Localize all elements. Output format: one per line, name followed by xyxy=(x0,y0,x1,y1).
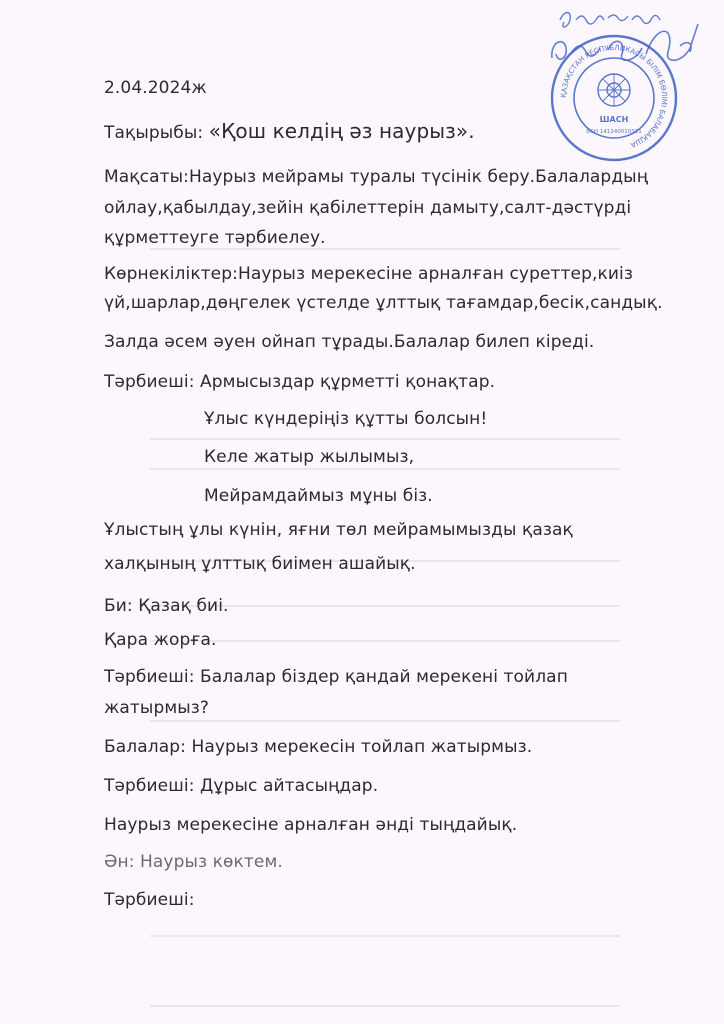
dance-name: Қара жорға. xyxy=(104,630,217,650)
dance-label: Би: Қазақ биі. xyxy=(104,596,229,616)
teacher-greeting: Тәрбиеші: Армысыздар құрметті қонақтар. xyxy=(104,372,496,392)
song-label: Ән: Наурыз көктем. xyxy=(104,852,283,872)
title-value: «Қош келдің әз наурыз». xyxy=(208,119,475,143)
poem-line-3: Мейрамдаймыз мұны біз. xyxy=(204,486,433,506)
visuals-line-2: үй,шарлар,дөңгелек үстелде ұлттық тағамдар,бесік,сандық. xyxy=(104,293,663,313)
document-title xyxy=(104,120,475,144)
hall-line: Залда әсем әуен ойнап тұрады.Балалар билеп кіреді. xyxy=(104,332,595,352)
handwritten-signature xyxy=(520,6,720,76)
teacher-right: Тәрбиеші: Дұрыс айтасыңдар. xyxy=(104,776,379,796)
bleed-through-line xyxy=(150,1005,620,1007)
goal-line-2: ойлау,қабылдау,зейін қабілеттерін дамыту,салт-дәстүрді xyxy=(104,198,632,218)
dance-intro-line-1: Ұлыстың ұлы күнін, яғни төл мейрамымызды қазақ xyxy=(104,520,573,540)
bleed-through-line xyxy=(150,468,620,470)
title-label: Тақырыбы: xyxy=(104,123,209,143)
poem-line-2: Келе жатыр жылымыз, xyxy=(204,447,415,467)
goal-line-1: Мақсаты:Наурыз мейрамы туралы түсінік беру.Балалардың xyxy=(104,167,649,187)
stamp-bin-text: БСН 141240010321 xyxy=(586,129,642,135)
visuals-line-1: Көрнекіліктер:Наурыз мерекесіне арналған суреттер,киіз xyxy=(104,264,633,284)
poem-line-1: Ұлыс күндеріңіз құтты болсын! xyxy=(204,409,488,429)
children-answer: Балалар: Наурыз мерекесін тойлап жатырмыз. xyxy=(104,737,533,757)
dance-intro-line-2: халқының ұлттық биімен ашайық. xyxy=(104,554,416,574)
bleed-through-line xyxy=(150,935,620,937)
teacher-question-line-1: Тәрбиеші: Балалар біздер қандай мерекені тойлап xyxy=(104,667,568,687)
goal-line-3: құрметтеуге тәрбиелеу. xyxy=(104,228,326,248)
stamp-center-text: ШАСН xyxy=(599,115,629,124)
bleed-through-line xyxy=(150,438,620,440)
emblem-icon xyxy=(598,74,630,106)
bleed-through-line xyxy=(150,640,620,642)
document-date: 2.04.2024ж xyxy=(104,78,207,98)
teacher-question-line-2: жатырмыз? xyxy=(104,698,210,718)
teacher-last: Тәрбиеші: xyxy=(104,890,195,910)
bleed-through-line xyxy=(150,720,620,722)
stamp-ring-text: ҚАЗАҚСТАН РЕСПУБЛИКАСЫ БІЛІМ БӨЛІМІ БАЛАБАҚША xyxy=(558,42,670,150)
listen-song: Наурыз мерекесіне арналған әнді тыңдайық. xyxy=(104,815,518,835)
